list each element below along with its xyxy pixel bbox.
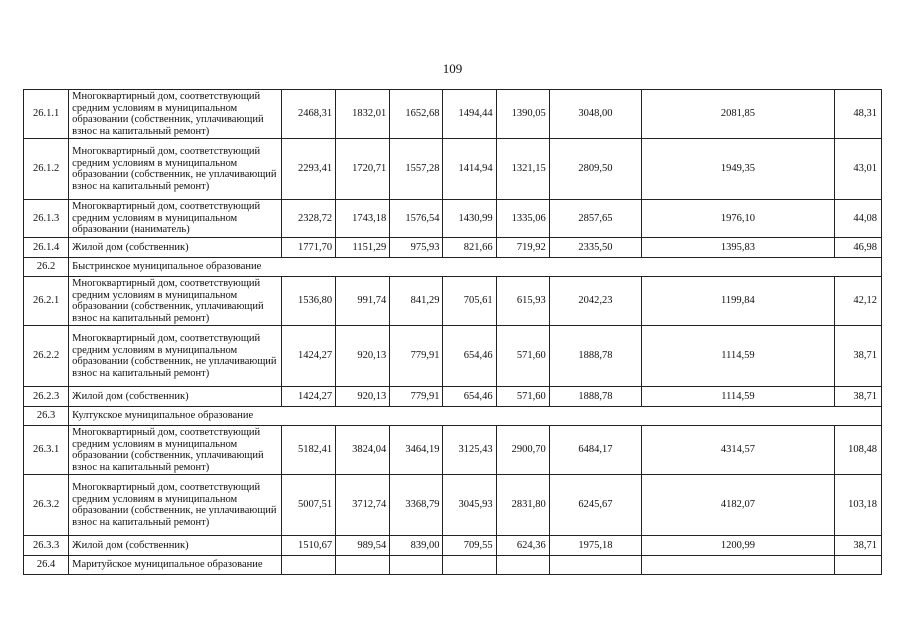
value-cell: 1424,27 xyxy=(281,387,335,407)
value-cell: 719,92 xyxy=(496,238,549,258)
value-cell: 48,31 xyxy=(834,90,881,139)
value-cell: 1536,80 xyxy=(281,277,335,326)
value-cell: 3125,43 xyxy=(443,426,496,475)
value-cell: 920,13 xyxy=(336,326,390,387)
value-cell: 1557,28 xyxy=(390,139,443,200)
table-body xyxy=(24,90,882,575)
section-row xyxy=(24,258,882,277)
value-cell: 1832,01 xyxy=(336,90,390,139)
value-cell: 1576,54 xyxy=(390,200,443,238)
value-cell: 571,60 xyxy=(496,387,549,407)
value-cell: 1199,84 xyxy=(642,277,835,326)
row-code: 26.2.2 xyxy=(24,326,69,387)
value-cell: 654,46 xyxy=(443,326,496,387)
page-number: 109 xyxy=(442,61,463,76)
value-cell: 4314,57 xyxy=(642,426,835,475)
value-cell: 5007,51 xyxy=(281,475,335,536)
value-cell: 1652,68 xyxy=(390,90,443,139)
section-title: Култукское муниципальное образование xyxy=(69,407,882,426)
value-cell: 1976,10 xyxy=(642,200,835,238)
value-cell: 1975,18 xyxy=(549,536,641,556)
empty-cell xyxy=(443,556,496,575)
value-cell: 821,66 xyxy=(443,238,496,258)
row-code: 26.4 xyxy=(24,556,69,575)
value-cell: 1888,78 xyxy=(549,387,641,407)
row-description: Многоквартирный дом, соответствующий средним условиям в муниципальном образовании (собственник, уплачивающий взнос на капитальный ремонт) xyxy=(69,90,282,139)
table-row xyxy=(24,426,882,475)
row-description: Жилой дом (собственник) xyxy=(69,536,282,556)
row-description: Многоквартирный дом, соответствующий средним условиям в муниципальном образовании (наниматель) xyxy=(69,200,282,238)
tariff-table xyxy=(23,89,882,575)
empty-cell xyxy=(549,556,641,575)
value-cell: 2081,85 xyxy=(642,90,835,139)
value-cell: 705,61 xyxy=(443,277,496,326)
row-description: Жилой дом (собственник) xyxy=(69,238,282,258)
value-cell: 103,18 xyxy=(834,475,881,536)
value-cell: 1424,27 xyxy=(281,326,335,387)
table-row xyxy=(24,277,882,326)
value-cell: 779,91 xyxy=(390,326,443,387)
section-row xyxy=(24,407,882,426)
value-cell: 38,71 xyxy=(834,326,881,387)
value-cell: 38,71 xyxy=(834,536,881,556)
value-cell: 1888,78 xyxy=(549,326,641,387)
value-cell: 2809,50 xyxy=(549,139,641,200)
value-cell: 654,46 xyxy=(443,387,496,407)
value-cell: 43,01 xyxy=(834,139,881,200)
row-code: 26.3 xyxy=(24,407,69,426)
empty-cell xyxy=(834,556,881,575)
empty-cell xyxy=(281,556,335,575)
table-row xyxy=(24,536,882,556)
value-cell: 1200,99 xyxy=(642,536,835,556)
value-cell: 2328,72 xyxy=(281,200,335,238)
value-cell: 3048,00 xyxy=(549,90,641,139)
value-cell: 709,55 xyxy=(443,536,496,556)
table-row xyxy=(24,475,882,536)
table-row xyxy=(24,90,882,139)
value-cell: 44,08 xyxy=(834,200,881,238)
empty-cell xyxy=(390,556,443,575)
value-cell: 1430,99 xyxy=(443,200,496,238)
value-cell: 571,60 xyxy=(496,326,549,387)
empty-cell xyxy=(642,556,835,575)
table-row xyxy=(24,326,882,387)
value-cell: 1743,18 xyxy=(336,200,390,238)
value-cell: 6484,17 xyxy=(549,426,641,475)
empty-cell xyxy=(336,556,390,575)
value-cell: 3712,74 xyxy=(336,475,390,536)
section-title: Быстринское муниципальное образование xyxy=(69,258,882,277)
value-cell: 1114,59 xyxy=(642,326,835,387)
row-description: Многоквартирный дом, соответствующий средним условиям в муниципальном образовании (собственник, не уплачивающий взнос на капитальный ремонт) xyxy=(69,326,282,387)
value-cell: 1510,67 xyxy=(281,536,335,556)
value-cell: 3464,19 xyxy=(390,426,443,475)
value-cell: 1321,15 xyxy=(496,139,549,200)
value-cell: 839,00 xyxy=(390,536,443,556)
value-cell: 1114,59 xyxy=(642,387,835,407)
value-cell: 5182,41 xyxy=(281,426,335,475)
value-cell: 841,29 xyxy=(390,277,443,326)
row-code: 26.1.4 xyxy=(24,238,69,258)
value-cell: 1395,83 xyxy=(642,238,835,258)
value-cell: 975,93 xyxy=(390,238,443,258)
value-cell: 920,13 xyxy=(336,387,390,407)
row-code: 26.3.3 xyxy=(24,536,69,556)
value-cell: 1494,44 xyxy=(443,90,496,139)
value-cell: 624,36 xyxy=(496,536,549,556)
row-description: Многоквартирный дом, соответствующий средним условиям в муниципальном образовании (собственник, не уплачивающий взнос на капитальный ремонт) xyxy=(69,139,282,200)
value-cell: 108,48 xyxy=(834,426,881,475)
table-row xyxy=(24,200,882,238)
value-cell: 1390,05 xyxy=(496,90,549,139)
value-cell: 2468,31 xyxy=(281,90,335,139)
empty-cell xyxy=(496,556,549,575)
value-cell: 3824,04 xyxy=(336,426,390,475)
value-cell: 46,98 xyxy=(834,238,881,258)
table-row xyxy=(24,139,882,200)
row-code: 26.1.1 xyxy=(24,90,69,139)
value-cell: 3368,79 xyxy=(390,475,443,536)
value-cell: 1414,94 xyxy=(443,139,496,200)
value-cell: 1949,35 xyxy=(642,139,835,200)
row-code: 26.3.1 xyxy=(24,426,69,475)
value-cell: 3045,93 xyxy=(443,475,496,536)
value-cell: 1151,29 xyxy=(336,238,390,258)
value-cell: 2900,70 xyxy=(496,426,549,475)
section-row xyxy=(24,556,882,575)
value-cell: 989,54 xyxy=(336,536,390,556)
value-cell: 991,74 xyxy=(336,277,390,326)
row-description: Жилой дом (собственник) xyxy=(69,387,282,407)
value-cell: 1771,70 xyxy=(281,238,335,258)
value-cell: 6245,67 xyxy=(549,475,641,536)
row-code: 26.2.3 xyxy=(24,387,69,407)
row-code: 26.2 xyxy=(24,258,69,277)
value-cell: 1720,71 xyxy=(336,139,390,200)
value-cell: 1335,06 xyxy=(496,200,549,238)
value-cell: 2335,50 xyxy=(549,238,641,258)
value-cell: 4182,07 xyxy=(642,475,835,536)
value-cell: 615,93 xyxy=(496,277,549,326)
table-row xyxy=(24,387,882,407)
value-cell: 2857,65 xyxy=(549,200,641,238)
row-code: 26.1.2 xyxy=(24,139,69,200)
table-row xyxy=(24,238,882,258)
row-description: Многоквартирный дом, соответствующий средним условиям в муниципальном образовании (собственник, уплачивающий взнос на капитальный ремонт) xyxy=(69,277,282,326)
value-cell: 2293,41 xyxy=(281,139,335,200)
value-cell: 2831,80 xyxy=(496,475,549,536)
value-cell: 779,91 xyxy=(390,387,443,407)
row-code: 26.1.3 xyxy=(24,200,69,238)
row-description: Многоквартирный дом, соответствующий средним условиям в муниципальном образовании (собственник, уплачивающий взнос на капитальный ремонт) xyxy=(69,426,282,475)
row-description: Многоквартирный дом, соответствующий средним условиям в муниципальном образовании (собственник, не уплачивающий взнос на капитальный ремонт) xyxy=(69,475,282,536)
value-cell: 38,71 xyxy=(834,387,881,407)
section-title: Маритуйское муниципальное образование xyxy=(69,556,282,575)
row-code: 26.3.2 xyxy=(24,475,69,536)
value-cell: 42,12 xyxy=(834,277,881,326)
row-code: 26.2.1 xyxy=(24,277,69,326)
value-cell: 2042,23 xyxy=(549,277,641,326)
